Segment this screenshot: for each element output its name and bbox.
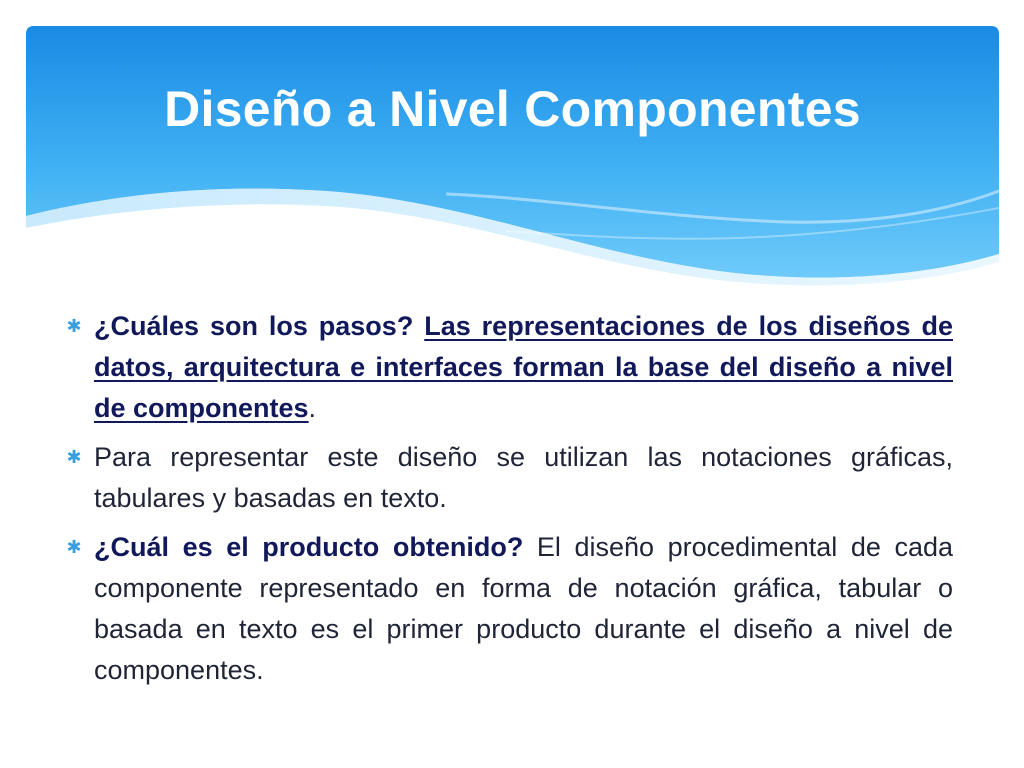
bullet-question: ¿Cuál es el producto obtenido? — [94, 532, 524, 562]
bullet-underlined-text: Las representaciones de los diseños de datos, arquitectura e interfaces forman la base del diseño a nivel de componentes — [94, 311, 953, 423]
asterisk-bullet-icon: ✱ — [66, 537, 82, 557]
bullet-list — [64, 306, 953, 699]
bullet-text: El diseño procedimental de cada componente representado en forma de notación gráfica, tabular o basada en texto es el primer producto durante el diseño a nivel de componentes. — [94, 532, 953, 685]
slide-title: Diseño a Nivel Componentes — [164, 81, 861, 137]
bullet-tail: . — [308, 393, 317, 423]
header-wave-background — [26, 26, 999, 286]
asterisk-bullet-icon: ✱ — [66, 316, 82, 336]
bullet-question: ¿Cuáles son los pasos? — [94, 311, 414, 341]
bullet-item — [64, 527, 953, 691]
bullet-item — [64, 306, 953, 429]
bullet-space — [413, 311, 424, 341]
bullet-item — [64, 437, 953, 519]
header-banner — [26, 26, 999, 286]
bullet-text: Para representar este diseño se utilizan las notaciones gráficas, tabulares y basadas en texto. — [94, 442, 953, 513]
asterisk-bullet-icon: ✱ — [66, 447, 82, 467]
